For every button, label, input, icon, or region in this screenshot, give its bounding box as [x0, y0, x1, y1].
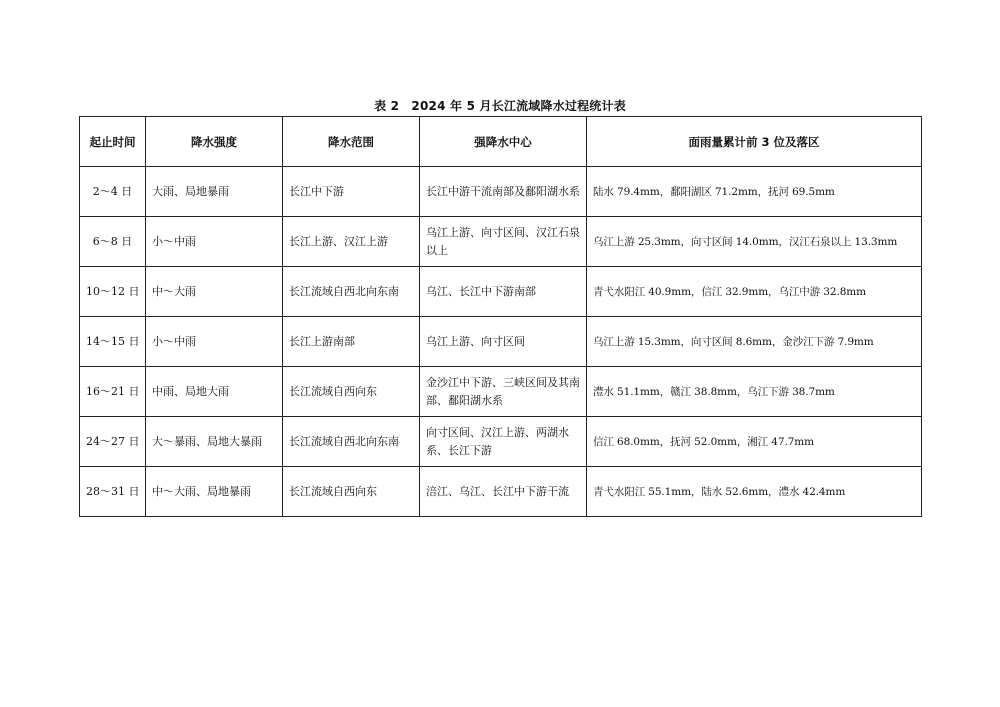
- header-time: 起止时间: [80, 117, 146, 167]
- table-row: [80, 367, 922, 417]
- cell-range: 长江流域自西向东: [283, 467, 420, 517]
- cell-time: 14～15 日: [80, 317, 146, 367]
- cell-time: 10～12 日: [80, 267, 146, 317]
- cell-top3: 澧水 51.1mm，赣江 38.8mm，乌江下游 38.7mm: [587, 367, 922, 417]
- cell-center: 涪江、乌江、长江中下游干流: [420, 467, 587, 517]
- table-caption: 表 2 2024 年 5 月长江流域降水过程统计表: [374, 99, 626, 113]
- cell-top3: 信江 68.0mm，抚河 52.0mm，湘江 47.7mm: [587, 417, 922, 467]
- table-row: [80, 317, 922, 367]
- cell-top3: 乌江上游 25.3mm，向寸区间 14.0mm，汉江石泉以上 13.3mm: [587, 217, 922, 267]
- cell-intensity: 小～中雨: [146, 217, 283, 267]
- cell-intensity: 中～大雨: [146, 267, 283, 317]
- cell-range: 长江流域自西北向东南: [283, 267, 420, 317]
- cell-center: 金沙江中下游、三峡区间及其南部、鄱阳湖水系: [420, 367, 587, 417]
- cell-top3: 青弋水阳江 55.1mm，陆水 52.6mm，澧水 42.4mm: [587, 467, 922, 517]
- table-row: [80, 417, 922, 467]
- header-row: [80, 117, 922, 167]
- precipitation-table: [79, 116, 922, 517]
- cell-time: 24～27 日: [80, 417, 146, 467]
- cell-intensity: 中雨、局地大雨: [146, 367, 283, 417]
- cell-center: 长江中游干流南部及鄱阳湖水系: [420, 167, 587, 217]
- cell-time: 28～31 日: [80, 467, 146, 517]
- cell-top3: 陆水 79.4mm，鄱阳湖区 71.2mm，抚河 69.5mm: [587, 167, 922, 217]
- cell-center: 乌江上游、向寸区间、汉江石泉以上: [420, 217, 587, 267]
- header-top3: 面雨量累计前 3 位及落区: [587, 117, 922, 167]
- cell-intensity: 小～中雨: [146, 317, 283, 367]
- header-center: 强降水中心: [420, 117, 587, 167]
- cell-top3: 乌江上游 15.3mm，向寸区间 8.6mm，金沙江下游 7.9mm: [587, 317, 922, 367]
- cell-intensity: 大～暴雨、局地大暴雨: [146, 417, 283, 467]
- table-row: [80, 267, 922, 317]
- cell-time: 16～21 日: [80, 367, 146, 417]
- header-intensity: 降水强度: [146, 117, 283, 167]
- header-range: 降水范围: [283, 117, 420, 167]
- cell-center: 乌江、长江中下游南部: [420, 267, 587, 317]
- cell-range: 长江中下游: [283, 167, 420, 217]
- cell-range: 长江流域自西向东: [283, 367, 420, 417]
- cell-top3: 青弋水阳江 40.9mm，信江 32.9mm，乌江中游 32.8mm: [587, 267, 922, 317]
- cell-center: 向寸区间、汉江上游、两湖水系、长江下游: [420, 417, 587, 467]
- cell-range: 长江流域自西北向东南: [283, 417, 420, 467]
- cell-intensity: 大雨、局地暴雨: [146, 167, 283, 217]
- table-row: [80, 467, 922, 517]
- table-row: [80, 167, 922, 217]
- cell-center: 乌江上游、向寸区间: [420, 317, 587, 367]
- cell-time: 6～8 日: [80, 217, 146, 267]
- table-row: [80, 217, 922, 267]
- cell-time: 2～4 日: [80, 167, 146, 217]
- cell-range: 长江上游、汉江上游: [283, 217, 420, 267]
- cell-range: 长江上游南部: [283, 317, 420, 367]
- cell-intensity: 中～大雨、局地暴雨: [146, 467, 283, 517]
